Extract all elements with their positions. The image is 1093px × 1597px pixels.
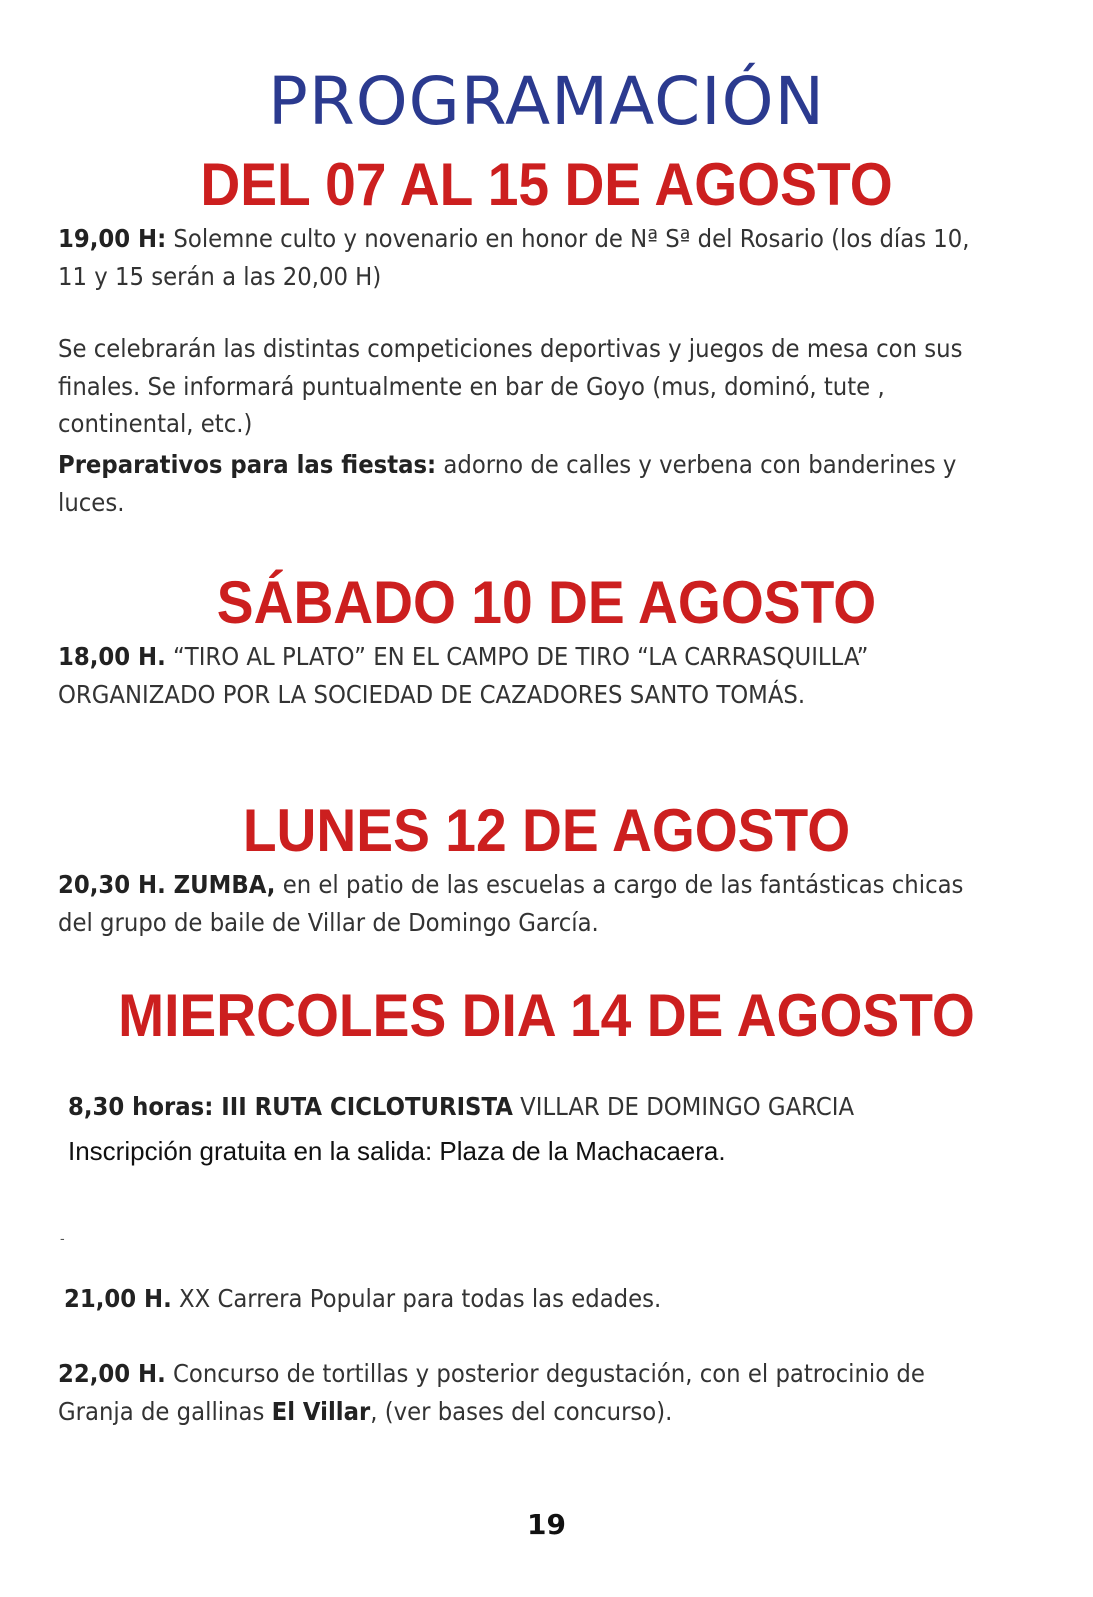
item-time: 18,00 H. <box>58 642 166 671</box>
schedule-item-zumba <box>58 866 979 941</box>
stray-dash: - <box>60 1230 65 1246</box>
schedule-item-carrera-popular <box>64 1280 985 1318</box>
section-heading-del-07-al-15: DEL 07 AL 15 DE AGOSTO <box>200 151 893 218</box>
item-text: Solemne culto y novenario en honor de Nª Sª del Rosario (los días 10, 11 y 15 serán a las 20,00 H) <box>58 224 970 291</box>
item-text: “TIRO AL PLATO” EN EL CAMPO DE TIRO “LA CARRASQUILLA” ORGANIZADO POR LA SOCIEDAD DE CAZADORES SANTO TOMÁS. <box>58 642 869 709</box>
schedule-item-competiciones <box>58 330 979 443</box>
page-title: PROGRAMACIÓN <box>268 63 825 140</box>
item-time: 19,00 H: <box>58 224 167 253</box>
item-text: VILLAR DE DOMINGO GARCIA <box>512 1092 855 1121</box>
item-text: en el patio de las escuelas a cargo de las fantásticas chicas del grupo de baile de Villar de Domingo García. <box>58 870 964 937</box>
schedule-item-ruta-cicloturista <box>68 1088 989 1126</box>
item-text: adorno de calles y verbena con banderines y luces. <box>58 450 957 517</box>
item-time: 8,30 horas: III RUTA CICLOTURISTA <box>68 1092 513 1121</box>
item-time: 21,00 H. <box>64 1284 172 1313</box>
page-number: 19 <box>527 1508 566 1541</box>
section-heading-sabado-10: SÁBADO 10 DE AGOSTO <box>216 569 877 636</box>
item-text-end: , (ver bases del concurso). <box>370 1396 673 1426</box>
item-time: 20,30 H. ZUMBA, <box>58 870 276 899</box>
schedule-item-concurso-tortillas <box>58 1355 979 1430</box>
section-heading-miercoles-14: MIERCOLES DIA 14 DE AGOSTO <box>118 982 975 1049</box>
schedule-item-novenario <box>58 220 979 295</box>
schedule-item-tiro-al-plato <box>58 638 979 713</box>
item-time: 22,00 H. <box>58 1359 166 1388</box>
item-label: Preparativos para las fiestas: <box>58 450 437 479</box>
section-heading-lunes-12: LUNES 12 DE AGOSTO <box>242 797 851 864</box>
item-text: Concurso de tortillas y posterior degustación, con el patrocinio de Granja de gallinas <box>58 1359 925 1426</box>
item-text: Se celebrarán las distintas competiciones deportivas y juegos de mesa con sus finales. Se informará puntualmente en bar de Goyo (mus, dominó, tute , continental, etc.) <box>58 334 963 438</box>
schedule-item-preparativos <box>58 446 979 521</box>
item-text: XX Carrera Popular para todas las edades. <box>171 1284 662 1313</box>
sponsor-name: El Villar <box>271 1396 371 1426</box>
schedule-item-inscripcion: Inscripción gratuita en la salida: Plaza de la Machacaera. <box>68 1136 726 1166</box>
